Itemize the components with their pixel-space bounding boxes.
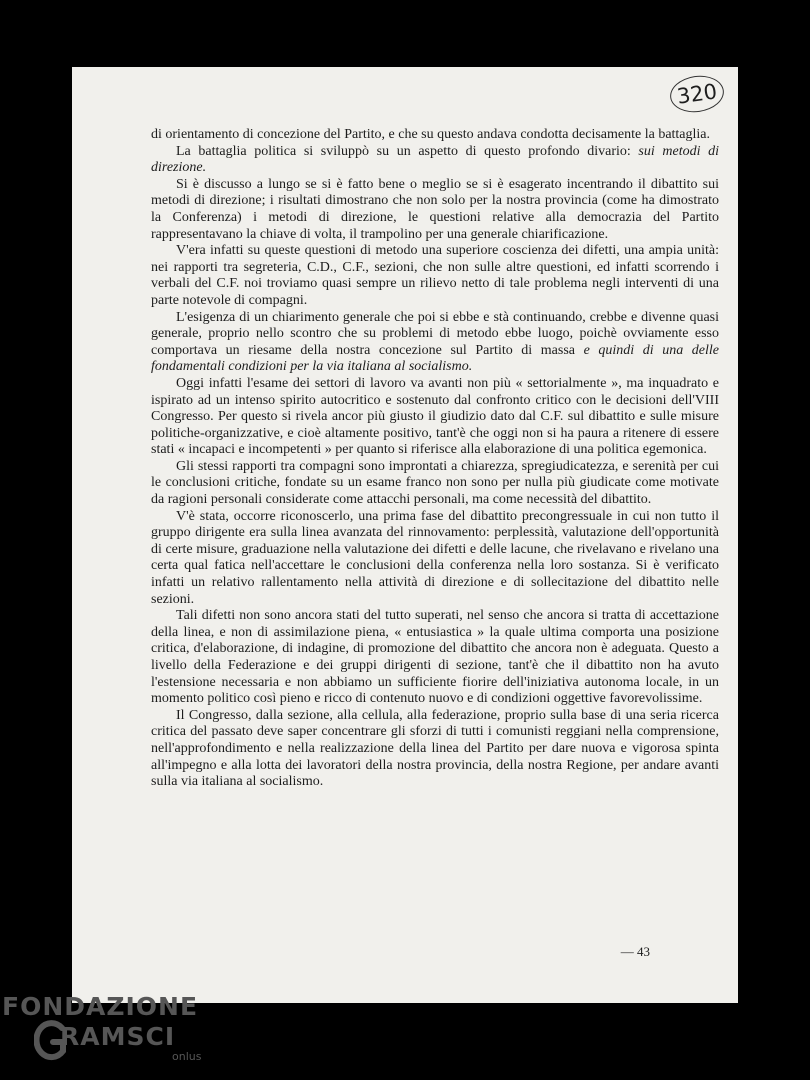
fondazione-gramsci-watermark xyxy=(2,990,202,1075)
paragraph: Gli stessi rapporti tra compagni sono improntati a chiarezza, spregiudicatezza, e serenità per cui le conclusioni critiche, fondate su un esame franco non sono per nulla più giudicate come motivate da ragioni personali considerate come attacchi personali, ma come necessità del dibattito. xyxy=(151,458,719,508)
watermark-line3: onlus xyxy=(172,1050,202,1063)
paragraph: V'era infatti su queste questioni di metodo una superiore coscienza dei difetti, una ampia unità: nei rapporti tra segreteria, C.D., C.F., sezioni, che non sulle altre questioni, ed infatti scorrendo i verbali del C.F. noi troviamo quasi sempre un rilievo netto di tale problema negli interventi di una parte notevole di compagni. xyxy=(151,243,719,308)
paragraph: Il Congresso, dalla sezione, alla cellula, alla federazione, proprio sulla base di una seria ricerca critica del passato deve saper concentrare gli sforzi di tutti i comunisti reggiani nella comprensione, nell'approfondimento e nella realizzazione della linea del Partito per dare nuova e vigorosa spinta all'impegno e alla lotta dei lavoratori della nostra provincia, della nostra Regione, per andare avanti sulla via italiana al socialismo. xyxy=(151,707,719,790)
paragraph-text: L'esigenza di un chiarimento generale che poi si ebbe e stà continuando, crebbe e divenne quasi generale, proprio nello scontro che su problemi di metodo ebbe luogo, poichè ovviamente esso comportava un riesame della nostra concezione sul Partito di massa xyxy=(151,309,719,358)
paragraph xyxy=(151,144,719,177)
page-number: — 43 xyxy=(620,944,650,959)
watermark-line2: RAMSCI xyxy=(60,1022,176,1051)
paragraph: Tali difetti non sono ancora stati del tutto superati, nel senso che ancora si tratta di accettazione della linea, e non di assimilazione piena, « entusiastica » la quale ultima comporta una posizione critica, d'elaborazione, di indagine, di promozione del dibattito che ancora non è adeguata. Questo a livello della Federazione e dei gruppi dirigenti di sezione, tant'è che il dibattito non ha avuto l'estensione necessaria e non abbiamo un sufficiente fiorire dell'iniziativa autonoma locale, in un momento politico così pieno e ricco di contenuto nuovo e di condizioni oggettive favorevolissime. xyxy=(151,608,719,707)
paragraph-emphasis: e quindi di una delle fondamentali condizioni per la via italiana al socialismo. xyxy=(151,342,720,375)
paragraph: Si è discusso a lungo se si è fatto bene o meglio se si è esagerato incentrando il dibattito sui metodi di direzione; i risultati dimostrano che non solo per la nostra provincia (come ha dimostrato la Conferenza) i metodi di direzione, le questioni relative alla democrazia del Partito rappresentavano la chiave di volta, il trampolino per una generale chiarificazione. xyxy=(151,176,719,242)
archive-number-stamp: 320 xyxy=(668,72,726,115)
paragraph: di orientamento di concezione del Partito, e che su questo andava condotta decisamente la battaglia. xyxy=(151,127,711,142)
document-page xyxy=(72,67,738,1003)
paragraph: V'è stata, occorre riconoscerlo, una prima fase del dibattito precongressuale in cui non tutto il gruppo dirigente era sulla linea avanzata del rinnovamento: perplessità, valutazione dell'opportunità di certe misure, graduazione nella valutazione dei difetti e delle lacune, che rivelavano e rivelano una certa qual fatica nell'accettare le conclusioni della conferenza nella loro sostanza. Si è verificato infatti un relativo rallentamento nella attività di direzione e di sollecitazione del dibattito nelle sezioni. xyxy=(151,508,719,607)
document-body xyxy=(151,127,719,791)
paragraph: Oggi infatti l'esame dei settori di lavoro va avanti non più « settorialmente », ma inquadrato e ispirato ad un intenso spirito autocritico e sostenuto dal confronto critico con le decisioni dell'VIII Congresso. Per questo si rivela ancor più giusto il giudizio dato dal C.F. sul dibattito e sulle misure politiche-organizzative, e cioè altamente positivo, tant'è che oggi non si ha paura a ritenere di essere stati « incapaci e incompetenti » per quanto si riferisce alla elaborazione di una politica egemonica. xyxy=(151,375,719,458)
paragraph-emphasis: sui metodi di direzione. xyxy=(151,143,719,176)
paragraph-text: La battaglia politica si sviluppò su un aspetto di questo profondo divario: xyxy=(176,143,631,159)
watermark-line1: FONDAZIONE xyxy=(2,992,199,1021)
paragraph xyxy=(151,310,719,376)
